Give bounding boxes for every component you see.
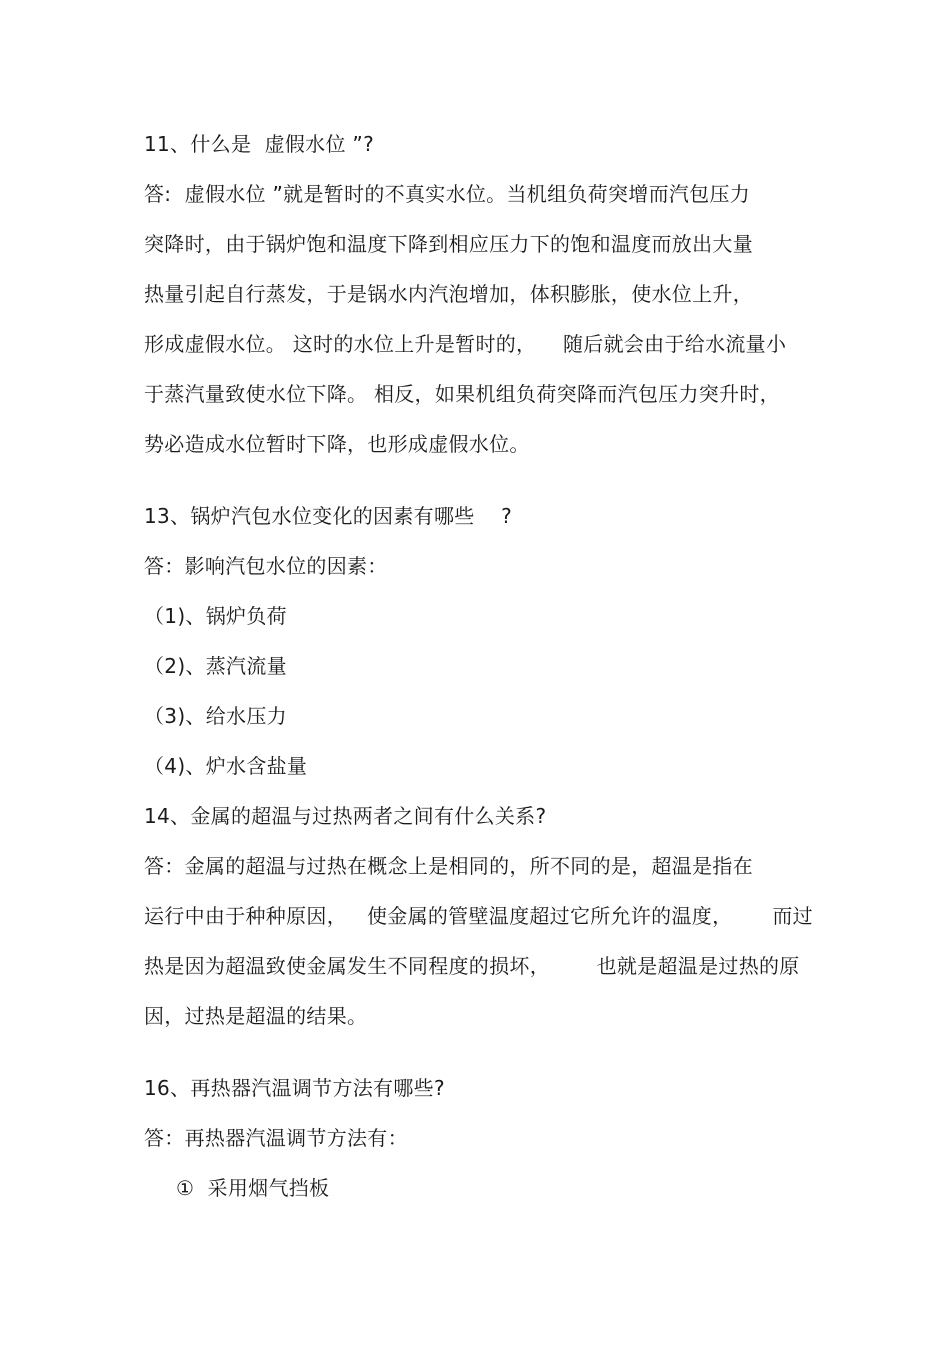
answer-13-item-1: （1)、锅炉负荷 [144,604,287,628]
answer-11-line-6: 势必造成水位暂时下降，也形成虚假水位。 [144,432,530,456]
answer-14-line-2: 运行中由于种种原因， 使金属的管壁温度超过它所允许的温度， 而过 [144,904,813,928]
answer-11-line-3: 热量引起自行蒸发，于是锅水内汽泡增加，体积膨胀，使水位上升， [144,282,753,306]
question-13-heading: 13、锅炉汽包水位变化的因素有哪些 ? [144,504,513,528]
answer-16-intro: 答：再热器汽温调节方法有： [144,1126,408,1150]
question-14-heading: 14、金属的超温与过热两者之间有什么关系? [144,804,547,828]
answer-11-line-2: 突降时，由于锅炉饱和温度下降到相应压力下的饱和温度而放出大量 [144,232,753,256]
answer-16-item-1: ① 采用烟气挡板 [176,1176,330,1200]
question-11-heading: 11、什么是 虚假水位 ”? [144,132,374,156]
answer-11-line-4: 形成虚假水位。 这时的水位上升是暂时的， 随后就会由于给水流量小 [144,332,787,356]
answer-14-line-1: 答：金属的超温与过热在概念上是相同的，所不同的是，超温是指在 [144,854,753,878]
answer-13-item-4: （4)、炉水含盐量 [144,754,308,778]
answer-13-item-3: （3)、给水压力 [144,704,287,728]
answer-13-item-2: （2)、蒸汽流量 [144,654,287,678]
answer-11-line-1: 答: 虚假水位 ”就是暂时的不真实水位。当机组负荷突增而汽包压力 [144,182,751,206]
question-16-heading: 16、再热器汽温调节方法有哪些? [144,1076,445,1100]
answer-14-line-3: 热是因为超温致使金属发生不同程度的损坏， 也就是超温是过热的原 [144,954,800,978]
answer-11-line-5: 于蒸汽量致使水位下降。 相反，如果机组负荷突降而汽包压力突升时， [144,382,780,406]
answer-14-line-4: 因，过热是超温的结果。 [144,1004,368,1028]
answer-13-intro: 答：影响汽包水位的因素： [144,554,388,578]
